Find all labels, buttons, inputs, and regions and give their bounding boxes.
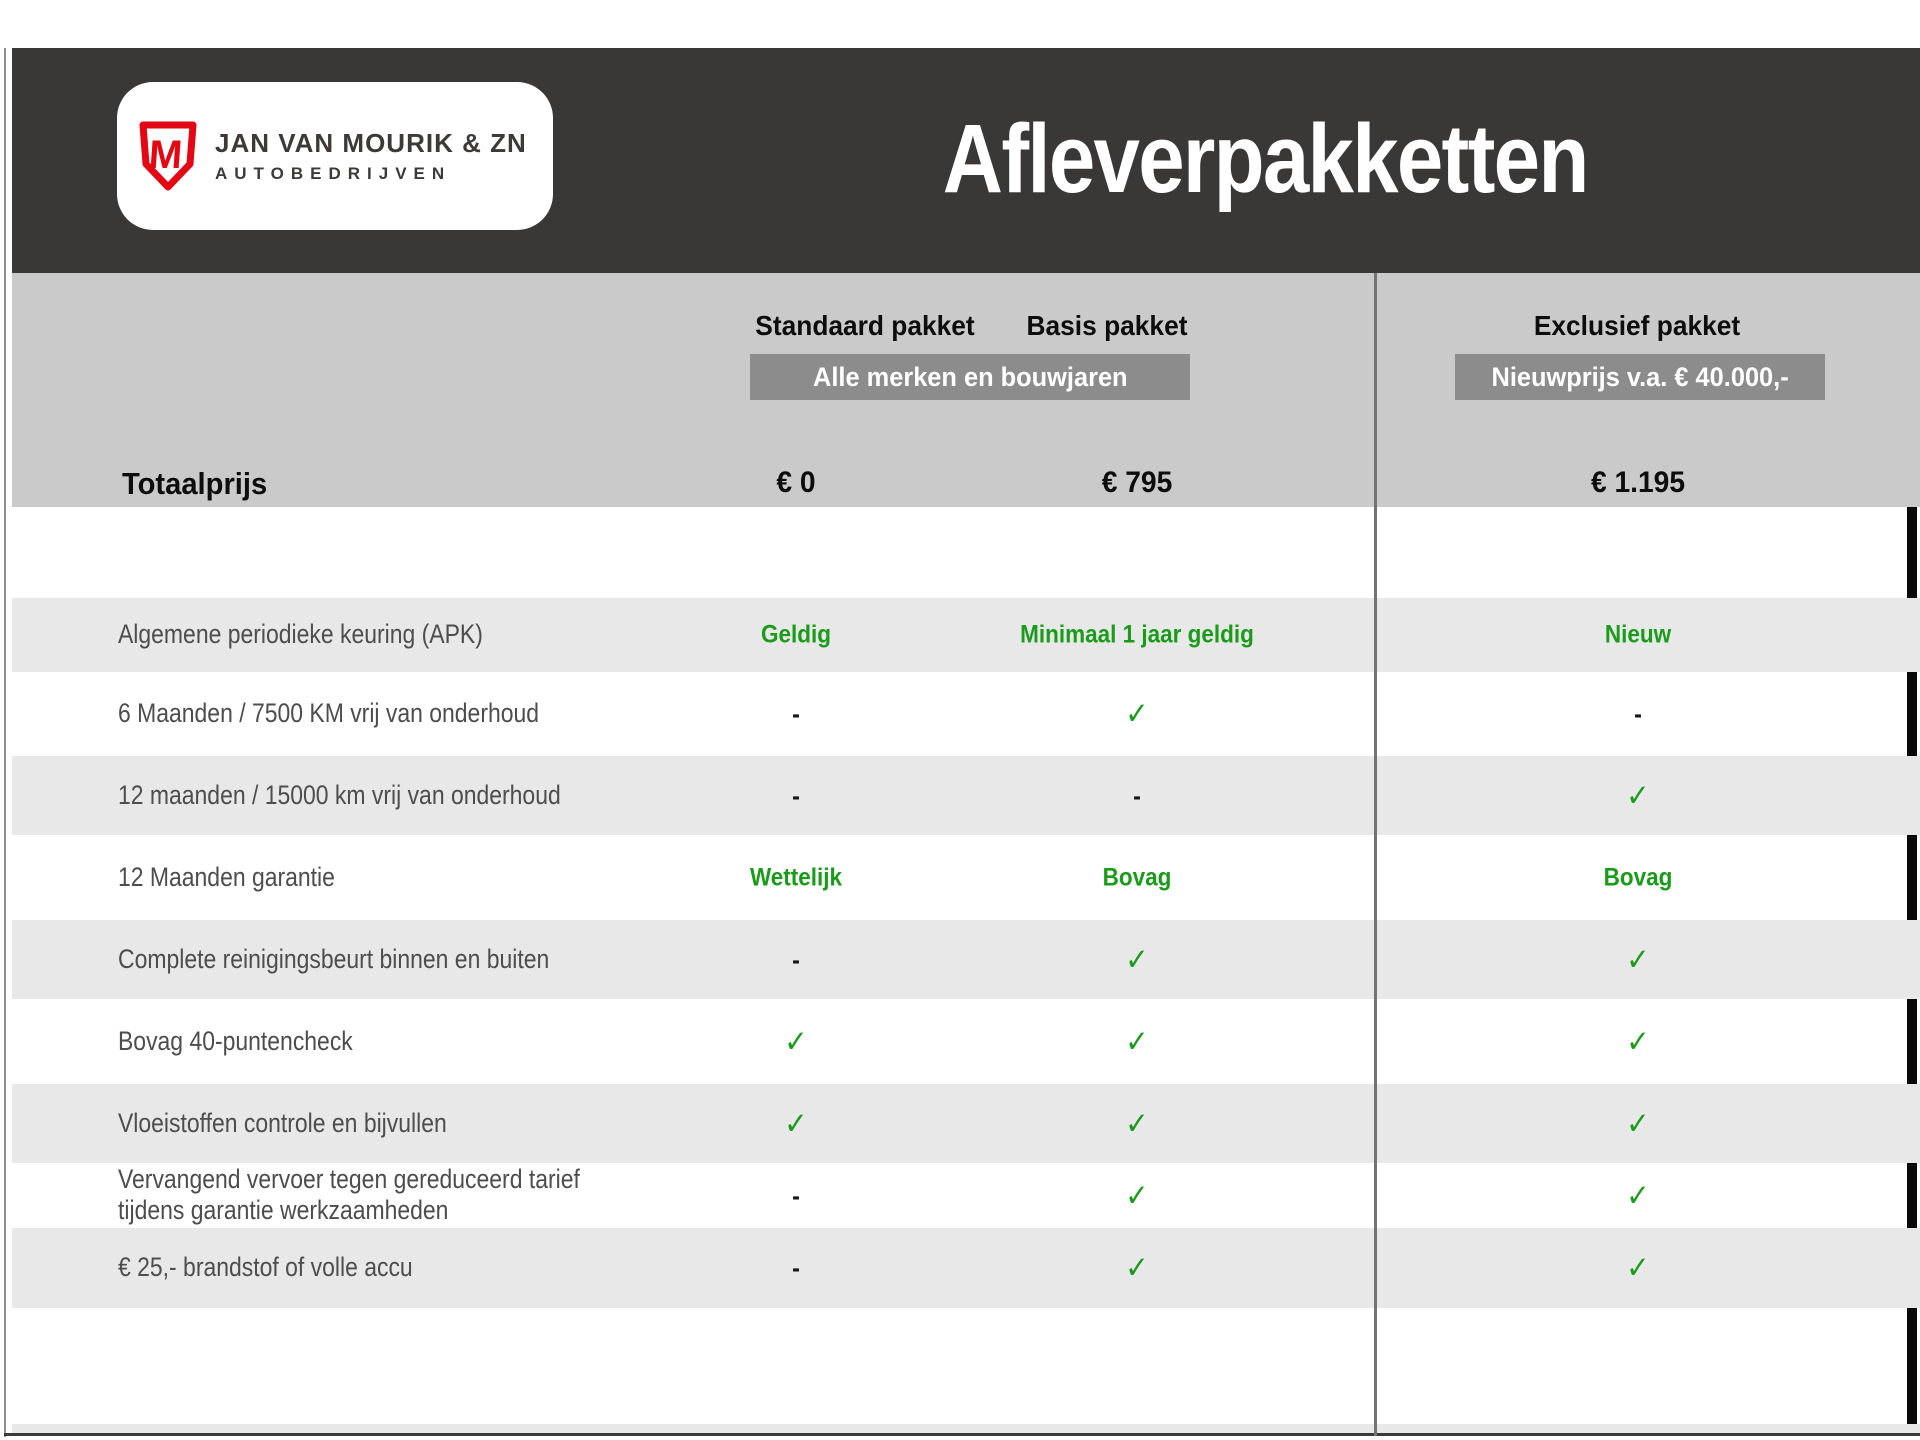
table-row-garantie bbox=[12, 835, 1920, 920]
column-header-standaard: Standaard pakket bbox=[755, 310, 975, 341]
column-header-basis: Basis pakket bbox=[1026, 310, 1188, 341]
check-icon: ✓ bbox=[1626, 1250, 1650, 1285]
check-icon: ✓ bbox=[784, 1105, 808, 1141]
check-icon: ✓ bbox=[1125, 1250, 1149, 1285]
table-row-vloeistoffen bbox=[12, 1084, 1920, 1163]
check-icon: ✓ bbox=[1626, 777, 1650, 813]
page-bottom-border bbox=[4, 1433, 1920, 1436]
table-row-12-maanden-onderhoud bbox=[12, 756, 1920, 835]
check-icon: ✓ bbox=[1626, 1023, 1650, 1059]
bottom-row-sliver bbox=[12, 1424, 1920, 1433]
brand-text-block bbox=[215, 128, 527, 184]
check-icon: ✓ bbox=[1125, 941, 1149, 977]
feature-label: € 25,- brandstof of volle accu bbox=[118, 1252, 413, 1283]
check-icon: ✓ bbox=[784, 1023, 808, 1059]
check-icon: ✓ bbox=[1125, 1023, 1149, 1059]
feature-label: Vloeistoffen controle en bijvullen bbox=[118, 1107, 447, 1138]
feature-label: 12 Maanden garantie bbox=[118, 861, 335, 892]
table-row-6-maanden-onderhoud bbox=[12, 672, 1920, 756]
dash-icon: - bbox=[1634, 698, 1642, 729]
feature-label: 12 maanden / 15000 km vrij van onderhoud bbox=[118, 779, 561, 810]
check-icon: ✓ bbox=[1626, 941, 1650, 977]
check-icon: ✓ bbox=[1626, 1105, 1650, 1141]
badge-all-brands bbox=[750, 354, 1190, 400]
total-price-label: Totaalprijs bbox=[122, 466, 268, 501]
value-standaard: Geldig bbox=[760, 620, 832, 649]
page-left-border bbox=[4, 48, 6, 1437]
brand-name: JAN VAN MOURIK & ZN bbox=[215, 128, 527, 158]
feature-label: Bovag 40-puntencheck bbox=[118, 1025, 353, 1056]
check-icon: ✓ bbox=[1125, 696, 1149, 731]
table-row-brandstof bbox=[12, 1228, 1920, 1308]
svg-text:M: M bbox=[147, 133, 184, 177]
table-row-vervangend-vervoer bbox=[12, 1163, 1920, 1228]
table-row-apk bbox=[12, 598, 1920, 672]
badge-all-brands-label: Alle merken en bouwjaren bbox=[812, 362, 1128, 392]
dash-icon: - bbox=[792, 698, 800, 729]
dash-icon: - bbox=[792, 944, 800, 974]
check-icon: ✓ bbox=[1125, 1177, 1149, 1213]
value-standaard: Wettelijk bbox=[749, 863, 843, 891]
column-divider bbox=[1374, 273, 1377, 1436]
brand-subtitle: AUTOBEDRIJVEN bbox=[215, 164, 452, 183]
feature-label: 6 Maanden / 7500 KM vrij van onderhoud bbox=[118, 698, 540, 729]
header-band bbox=[12, 48, 1920, 273]
feature-label: Algemene periodieke keuring (APK) bbox=[118, 619, 483, 650]
value-basis: Minimaal 1 jaar geldig bbox=[1020, 620, 1254, 649]
column-header-exclusief: Exclusief pakket bbox=[1533, 310, 1741, 341]
pricing-band bbox=[12, 273, 1920, 507]
value-exclusief: Bovag bbox=[1603, 863, 1673, 891]
page-title: Afleverpakketten bbox=[942, 104, 1588, 213]
value-basis: Bovag bbox=[1102, 863, 1172, 891]
total-price-standaard: € 0 bbox=[776, 466, 816, 499]
feature-label: Complete reinigingsbeurt binnen en buiten bbox=[118, 943, 550, 974]
dash-icon: - bbox=[792, 1252, 800, 1283]
badge-new-price bbox=[1455, 354, 1825, 400]
total-price-basis: € 795 bbox=[1101, 466, 1173, 499]
table-row-bovag-check bbox=[12, 999, 1920, 1084]
total-price-exclusief: € 1.195 bbox=[1590, 466, 1686, 499]
table-row-reinigingsbeurt bbox=[12, 920, 1920, 999]
badge-new-price-label: Nieuwprijs v.a. € 40.000,- bbox=[1491, 362, 1789, 392]
feature-label: Vervangend vervoer tegen gereduceerd tarief tijdens garantie werkzaamheden bbox=[118, 1163, 580, 1226]
check-icon: ✓ bbox=[1125, 1105, 1149, 1141]
value-exclusief: Nieuw bbox=[1604, 620, 1672, 649]
brand-shield-icon bbox=[135, 120, 201, 192]
logo-card bbox=[117, 82, 553, 230]
dash-icon: - bbox=[1133, 780, 1141, 810]
dash-icon: - bbox=[792, 780, 800, 810]
dash-icon: - bbox=[792, 1180, 800, 1210]
check-icon: ✓ bbox=[1626, 1177, 1650, 1213]
